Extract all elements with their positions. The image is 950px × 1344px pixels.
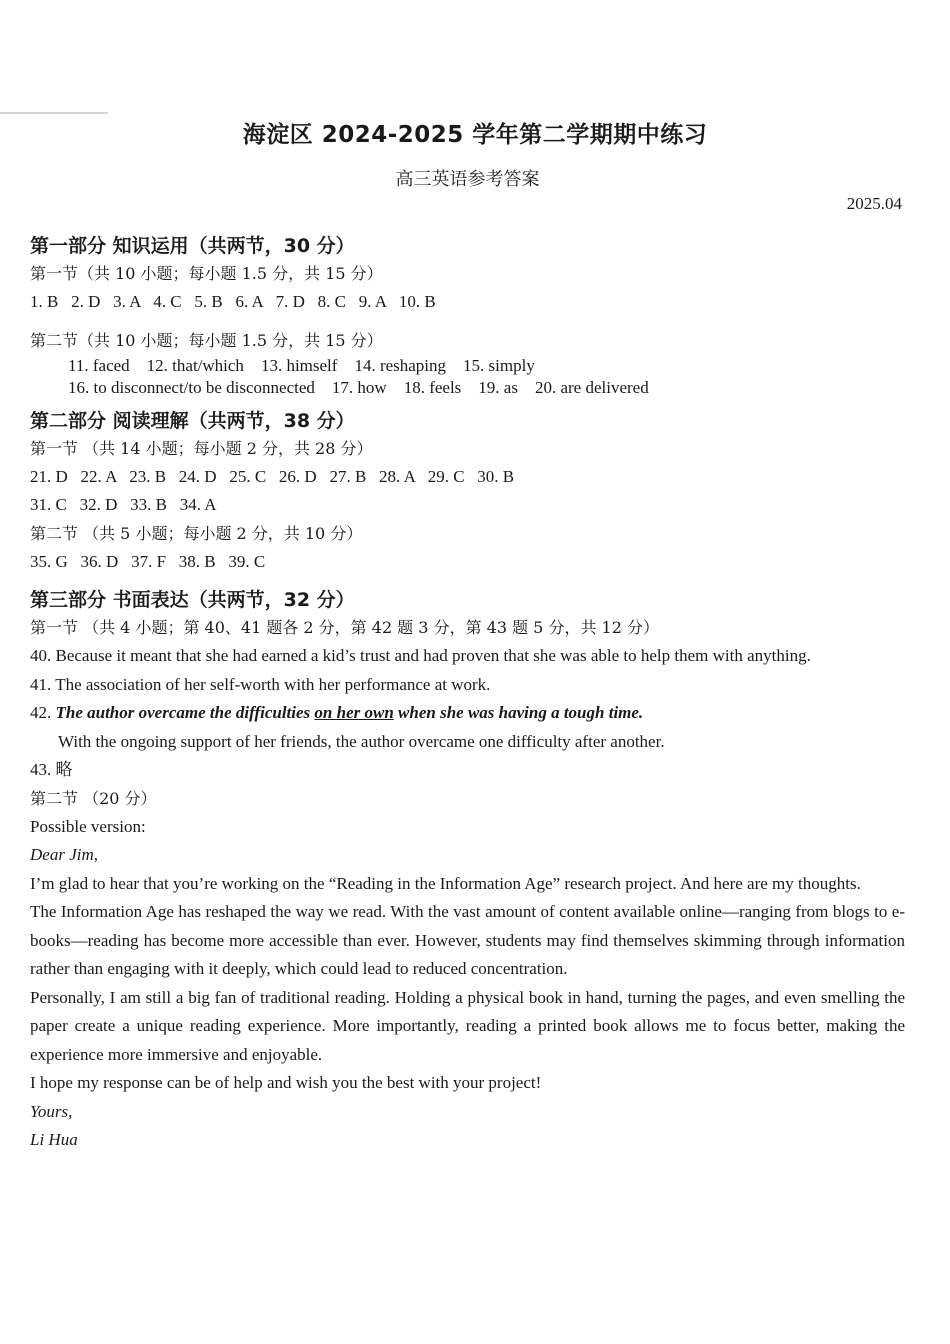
answer-item: 36. D [80,551,119,571]
answer-item: 20. are delivered [534,377,649,397]
part1-sec1-answers [30,288,905,317]
answer-item: 21. D [30,466,68,486]
answer-row [68,377,905,399]
letter-closing: Yours, [30,1101,73,1121]
answer-item: 26. D [278,466,317,486]
answer-item: 28. A [379,466,415,486]
answer-item: 8. C [317,292,346,311]
part1-sec2-answers [30,355,905,399]
letter-salutation: Dear Jim, [30,845,98,864]
part2-sec2-heading: 第二节 （共 5 小题；每小题 2 分，共 10 分） [30,523,363,543]
part2-sec2-answers [30,548,905,577]
answer-item: 32. D [79,495,118,514]
answer-42-correction: With the ongoing support of her friends, the author overcame one difficulty after another. [58,731,665,751]
answer-item: 31. C [30,495,67,514]
answer-41: 41. The association of her self-worth with her performance at work. [30,674,491,694]
part2-sec1-answers-row1 [30,463,905,492]
answer-item: 1. B [30,292,59,311]
corner-edge-line [0,112,108,114]
answer-item: 22. A [80,466,117,486]
answer-item: 29. C [427,466,465,486]
answer-42-underlined-phrase: on her own [314,703,394,722]
answer-item: 38. B [178,551,216,571]
part3-sec2-heading: 第二节 （20 分） [30,788,157,808]
part3-heading: 第三部分 书面表达（共两节，32 分） [30,589,355,611]
answer-item: 24. D [178,466,217,486]
answer-item: 15. simply [463,355,535,375]
document-title: 海淀区 2024-2025 学年第二学期期中练习 [242,122,708,148]
part2-heading: 第二部分 阅读理解（共两节，38 分） [30,409,355,432]
answer-43: 43. 略 [30,760,73,779]
answer-item: 18. feels [403,377,462,397]
answer-item: 19. as [478,377,518,397]
answer-item: 5. B [194,292,223,311]
letter-signature: Li Hua [30,1130,78,1149]
answer-item: 27. B [329,466,367,486]
answer-item: 35. G [30,551,68,571]
part1-sec2-heading: 第二节（共 10 小题；每小题 1.5 分，共 15 分） [30,330,383,350]
answer-item: 11. faced [68,355,130,375]
answer-item: 9. A [358,292,387,311]
answer-item: 10. B [398,292,436,311]
answer-42-statement-a: The author overcame the difficulties [55,703,315,722]
answer-key-body [30,232,905,1155]
question-number: 42. [30,703,56,722]
answer-item: 6. A [235,292,263,311]
answer-42-statement-c: when she was having a tough time. [393,703,644,722]
part2-sec1-answers-row2 [30,491,905,520]
answer-item: 17. how [331,377,387,397]
letter-paragraph-4: I hope my response can be of help and wish you the best with your project! [30,1073,542,1092]
answer-item: 3. A [113,292,141,311]
answer-item: 4. C [153,292,182,311]
letter-paragraph-3: Personally, I am still a big fan of traditional reading. Holding a physical book in hand, turning the pages, and even smelling the paper create a unique reading experience. More importantly, reading a printed book allows me to focus better, making the experience more immersive and enjoyable. [30,987,905,1064]
answer-item: 34. A [179,495,217,514]
answer-item: 14. reshaping [354,355,447,375]
letter-paragraph-1: I’m glad to hear that you’re working on the “Reading in the Information Age” research project. And here are my thoughts. [30,873,861,893]
answer-item: 2. D [71,292,101,311]
letter-paragraph-2: The Information Age has reshaped the way we read. With the vast amount of content available online—ranging from blogs to e-books—reading has become more accessible than ever. However, students may find themselves skimming through information rather than engaging with it deeply, which could lead to reduced concentration. [30,902,905,978]
answer-item: 30. B [477,466,515,486]
answer-item: 23. B [129,466,167,486]
document-subtitle: 高三英语参考答案 [395,169,540,190]
possible-version-label: Possible version: [30,816,146,836]
answer-item: 33. B [130,495,167,514]
part1-sec1-heading: 第一节（共 10 小题；每小题 1.5 分，共 15 分） [30,264,383,283]
answer-item: 25. C [229,466,267,486]
answer-item: 37. F [131,551,167,571]
part1-heading: 第一部分 知识运用（共两节，30 分） [30,235,355,257]
answer-item: 13. himself [260,355,338,375]
answer-item: 39. C [228,551,266,571]
answer-item: 16. to disconnect/to be disconnected [68,377,315,397]
answer-item: 7. D [275,292,305,311]
answer-40: 40. Because it meant that she had earned a kid’s trust and had proven that she was able to help them with anything. [30,646,811,665]
part3-sec1-heading: 第一节 （共 4 小题；第 40、41 题各 2 分，第 42 题 3 分，第 43 题 5 分，共 12 分） [30,618,659,637]
document-date: 2025.04 [846,194,902,213]
part2-sec1-heading: 第一节 （共 14 小题；每小题 2 分，共 28 分） [30,438,373,458]
answer-42 [30,699,905,728]
answer-item: 12. that/which [146,355,244,375]
answer-row [68,355,905,377]
